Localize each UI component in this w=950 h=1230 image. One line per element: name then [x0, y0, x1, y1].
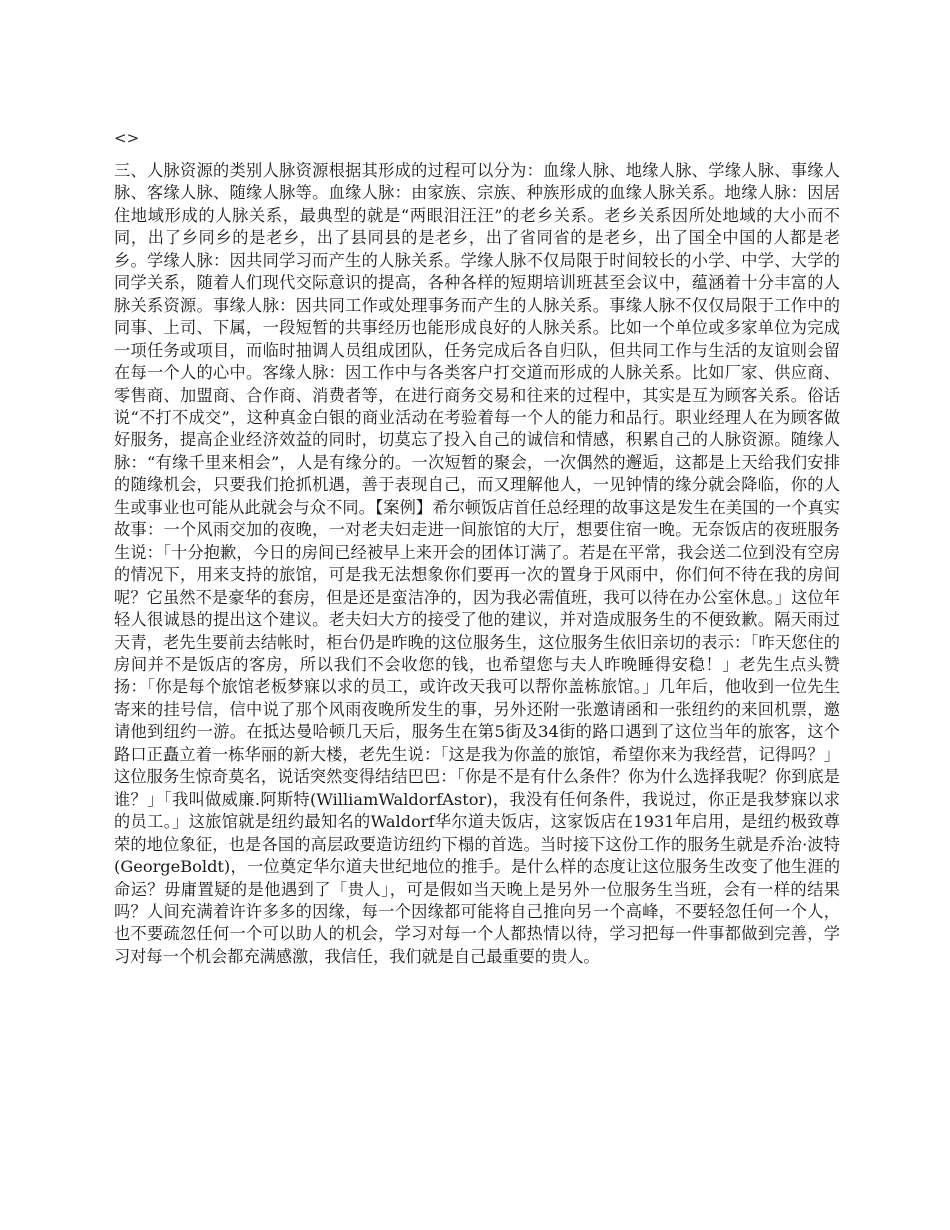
- page-marker: <>: [114, 129, 140, 147]
- body-paragraph: 三、人脉资源的类别人脉资源根据其形成的过程可以分为：血缘人脉、地缘人脉、学缘人脉、事缘人脉、客缘人脉、随缘人脉等。血缘人脉：由家族、宗族、种族形成的血缘人脉关系。地缘人脉：因居住地域形成的人脉关系，最典型的就是“两眼泪汪汪”的老乡关系。老乡关系因所处地域的大小而不同，出了乡同乡的是老乡，出了县同县的是老乡，出了省同省的是老乡，出了国全中国的人都是老乡。学缘人脉：因共同学习而产生的人脉关系。学缘人脉不仅局限于时间较长的小学、中学、大学的同学关系，随着人们现代交际意识的提高，各种各样的短期培训班甚至会议中，蕴涵着十分丰富的人脉关系资源。事缘人脉：因共同工作或处理事务而产生的人脉关系。事缘人脉不仅仅局限于工作中的同事、上司、下属，一段短暂的共事经历也能形成良好的人脉关系。比如一个单位或多家单位为完成一项任务或项目，而临时抽调人员组成团队，任务完成后各自归队，但共同工作与生活的友谊则会留在每一个人的心中。客缘人脉：因工作中与各类客户打交道而形成的人脉关系。比如厂家、供应商、零售商、加盟商、合作商、消费者等，在进行商务交易和往来的过程中，其实是互为顾客关系。俗话说“不打不成交”，这种真金白银的商业活动在考验着每一个人的能力和品行。职业经理人在为顾客做好服务，提高企业经济效益的同时，切莫忘了投入自己的诚信和情感，积累自己的人脉资源。随缘人脉：“有缘千里来相会”，人是有缘分的。一次短暂的聚会，一次偶然的邂逅，这都是上天给我们安排的随缘机会，只要我们抢抓机遇，善于表现自己，而又理解他人，一见钟情的缘分就会降临，你的人生或事业也可能从此就会与众不同。【案例】希尔顿饭店首任总经理的故事这是发生在美国的一个真实故事：一个风雨交加的夜晚，一对老夫妇走进一间旅馆的大厅，想要住宿一晚。无奈饭店的夜班服务生说：「十分抱歉，今日的房间已经被早上来开会的团体订满了。若是在平常，我会送二位到没有空房的情况下，用来支持的旅馆，可是我无法想象你们要再一次的置身于风雨中，你们何不待在我的房间呢？它虽然不是豪华的套房，但是还是蛮洁净的，因为我必需值班，我可以待在办公室休息。」这位年轻人很诚恳的提出这个建议。老夫妇大方的接受了他的建议，并对造成服务生的不便致歉。隔天雨过天青，老先生要前去结帐时，柜台仍是昨晚的这位服务生，这位服务生依旧亲切的表示：「昨天您住的房间并不是饭店的客房，所以我们不会收您的钱，也希望您与夫人昨晚睡得安稳！」老先生点头赞扬：「你是每个旅馆老板梦寐以求的员工，或许改天我可以帮你盖栋旅馆。」几年后，他收到一位先生寄来的挂号信，信中说了那个风雨夜晚所发生的事，另外还附一张邀请函和一张纽约的来回机票，邀请他到纽约一游。在抵达曼哈顿几天后，服务生在第5街及34街的路口遇到了这位当年的旅客，这个路口正矗立着一栋华丽的新大楼，老先生说：「这是我为你盖的旅馆，希望你来为我经营，记得吗？」这位服务生惊奇莫名，说话突然变得结结巴巴：「你是不是有什么条件？你为什么选择我呢？你到底是谁？」「我叫做威廉.阿斯特(WilliamWaldorfAstor)，我没有任何条件，我说过，你正是我梦寐以求的员工。」这旅馆就是纽约最知名的Waldorf华尔道夫饭店，这家饭店在1931年启用，是纽约极致尊荣的地位象征，也是各国的高层政要造访纽约下榻的首选。当时接下这份工作的服务生就是乔治·波特(GeorgeBoldt)，一位奠定华尔道夫世纪地位的推手。是什么样的态度让这位服务生改变了他生涯的命运？毋庸置疑的是他遇到了「贵人」，可是假如当天晚上是另外一位服务生当班，会有一样的结果吗？人间充满着许许多多的因缘，每一个因缘都可能将自己推向另一个高峰，不要轻忽任何一个人，也不要疏忽任何一个可以助人的机会，学习对每一个人都热情以待，学习把每一件事都做到完善，学习对每一个机会都充满感激，我信任，我们就是自己最重要的贵人。: [114, 161, 840, 966]
